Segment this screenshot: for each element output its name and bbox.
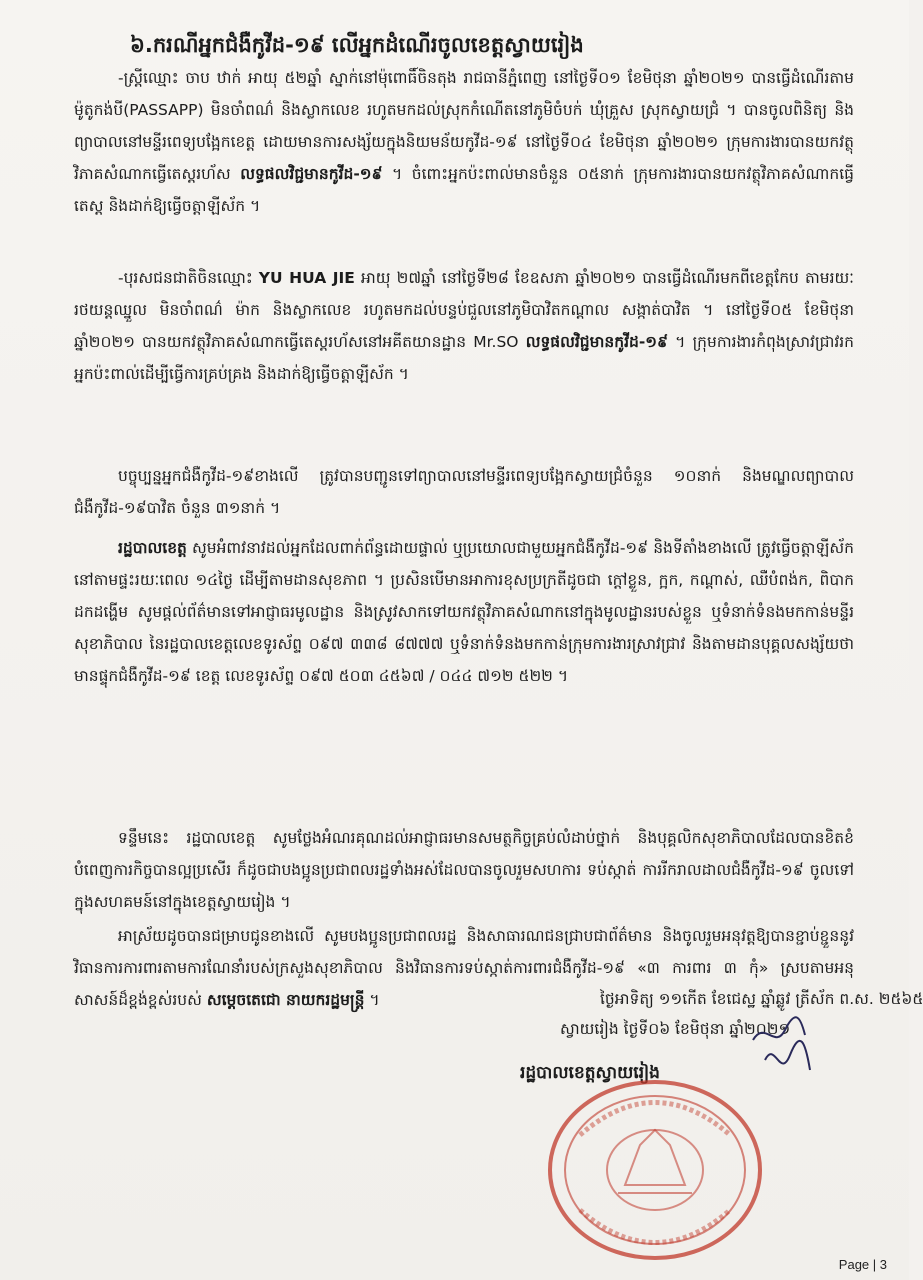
case-1-result: លទ្ធផលវិជ្ជមានកូវីដ-១៩ — [240, 165, 383, 183]
paragraph-thanks — [74, 822, 854, 918]
paragraph-case-2 — [74, 262, 854, 454]
signer-title: រដ្ឋបាលខេត្តស្វាយរៀង — [520, 1063, 660, 1083]
case-2-text: អាយុ ២៧ឆ្នាំ នៅថ្ងៃទី២៨ ខែឧសភា ឆ្នាំ២០២១ បានធ្វើដំណើរមកពីខេត្តកែប តាមរយៈរថយន្តឈ្នួល មិនចាំពណ៌ ម៉ាក និងស្លាកលេខ រហូតមកដល់បន្ទប់ជួលនៅភូមិបាវិតកណ្តាល សង្កាត់បាវិត ។ នៅថ្ងៃទី០៥ ខែមិថុនា ឆ្នាំ២០២១ បានយកវត្ថុវិភាគសំណាកធ្វើតេស្តរហ័សនៅអគីតយានដ្ឋាន Mr.SO — [74, 269, 854, 351]
closing-pm: សម្តេចតេជោ នាយករដ្ឋមន្ត្រី — [206, 991, 365, 1009]
case-2-name: YU HUA JIE — [258, 269, 355, 287]
appeal-authority: រដ្ឋបាលខេត្ត — [118, 539, 187, 557]
case-2-intro: -បុរសជនជាតិចិនឈ្មោះ — [118, 269, 253, 287]
solar-date: ស្វាយរៀង ថ្ងៃទី០៦ ខែមិថុនា ឆ្នាំ២០២១ — [560, 1020, 791, 1038]
page-number: Page | 3 — [838, 1257, 887, 1272]
case-2-tail: ។ ក្រុមការងារកំពុងស្រាវជ្រាវរកអ្នកប៉ះពាល់ដើម្បីធ្វើការគ្រប់គ្រង និងដាក់ឱ្យធ្វើចត្តាឡីស័ក ។ — [74, 333, 854, 383]
paragraph-treatment — [74, 460, 854, 526]
paragraph-case-1 — [74, 62, 854, 254]
case-1-tail: ។ ចំពោះអ្នកប៉ះពាល់មានចំនួន ០៥នាក់ ក្រុមការងារបានយកវត្ថុវិភាគសំណាកធ្វើតេស្ត និងដាក់ឱ្យធ្វើចត្តាឡីស័ក ។ — [74, 165, 854, 215]
closing-text: អាស្រ័យដូចបានជម្រាបជូនខាងលើ សូមបងប្អូនប្រជាពលរដ្ឋ និងសាធារណជនជ្រាបជាព័ត៌មាន និងចូលរួមអនុវត្តឱ្យបានខ្ជាប់ខ្ជួននូវវិធានការការពារតាមការណែនាំរបស់ក្រសួងសុខាភិបាល និងវិធានការទប់ស្កាត់ការពារជំងឺកូវីដ-១៩ «៣ ការពារ ៣ កុំ» ស្របតាមអនុសាសន៍ដ៏ខ្ពង់ខ្ពស់របស់ — [74, 927, 854, 1009]
thanks-text: ទន្ទឹមនេះ រដ្ឋបាលខេត្ត សូមថ្លែងអំណរគុណដល់អាជ្ញាធរមានសមត្ថកិច្ចគ្រប់លំដាប់ថ្នាក់ និងបុគ្គលិកសុខាភិបាលដែលបានខិតខំបំពេញការកិច្ចបានល្អប្រសើរ ក៏ដូចជាបងប្អូនប្រជាពលរដ្ឋទាំងអស់ដែលបានចូលរួមសហការ ទប់ស្កាត់ ការរីករាលដាលជំងឺកូវីដ-១៩ ចូលទៅក្នុងសហគមន៍នៅក្នុងខេត្តស្វាយរៀង ។ — [74, 829, 854, 911]
closing-tail: ។ — [369, 991, 380, 1009]
case-1-text: -ស្ត្រីឈ្មោះ ចាប ឋាក់ អាយុ ៥២ឆ្នាំ ស្នាក់នៅម៉ុពោធិ៍ចិនតុង រាជធានីភ្នំពេញ នៅថ្ងៃទី០១ ខែមិថុនា ឆ្នាំ២០២១ បានធ្វើដំណើរតាមម៉ូតូកង់បី(PASSAPP) មិនចាំពណ៌ និងស្លាកលេខ រហូតមកដល់ស្រុកកំណើតនៅភូមិចំបក់ ឃុំគ្រួស ស្រុកស្វាយជ្រំ ។ បានចូលពិនិត្យ និងព្យាបាលនៅមន្ទីរពេទ្យបង្អែកខេត្ត ដោយមានការសង្ស័យក្នុងនិយមន័យកូវីដ-១៩ នៅថ្ងៃទី០៤ ខែមិថុនា ឆ្នាំ២០២១ ក្រុមការងារបានយកវត្ថុវិភាគសំណាកធ្វើតេស្តរហ័ស — [74, 69, 854, 183]
case-2-result: លទ្ធផលវិជ្ជមានកូវីដ-១៩ — [525, 333, 668, 351]
treatment-text: បច្ចុប្បន្នអ្នកជំងឺកូវីដ-១៩ខាងលើ ត្រូវបានបញ្ជូនទៅព្យាបាលនៅមន្ទីរពេទ្យបង្អែកស្វាយជ្រំចំនួន ១០នាក់ និងមណ្ឌលព្យាបាលជំងឺកូវីដ-១៩បាវិត ចំនួន ៣១នាក់ ។ — [74, 467, 854, 517]
official-seal — [540, 1075, 770, 1265]
lunar-date: ថ្ងៃអាទិត្យ ១១កើត ខែជេស្ឋ ឆ្នាំឆ្លូវ ត្រីស័ក ព.ស. ២៥៦៥ — [600, 990, 923, 1008]
section-heading: ៦.ករណីអ្នកជំងឺកូវីដ-១៩ លើអ្នកដំណើរចូលខេត្តស្វាយរៀង — [130, 33, 584, 57]
paragraph-appeal — [74, 532, 854, 822]
appeal-text: សូមអំពាវនាវដល់អ្នកដែលពាក់ព័ន្ធដោយផ្ទាល់ ឬប្រយោលជាមួយអ្នកជំងឺកូវីដ-១៩ និងទីតាំងខាងលើ ត្រូវធ្វើចត្តាឡីស័កនៅតាមផ្ទះរយៈពេល ១៤ថ្ងៃ ដើម្បីតាមដានសុខភាព ។ ប្រសិនបើមានអាការខុសប្រក្រតីដូចជា ក្តៅខ្លួន, ក្អក, កណ្តាស់, ឈឺបំពង់ក, ពិបាកដកដង្ហើម សូមផ្តល់ព័ត៌មានទៅអាជ្ញាធរមូលដ្ឋាន និងស្រូវសាកទៅយកវត្ថុវិភាគសំណាកនៅក្នុងមូលដ្ឋានរបស់ខ្លួន ឬទំនាក់ទំនងមកកាន់មន្ទីរសុខាភិបាល នៃរដ្ឋបាលខេត្តលេខទូរស័ព្ទ ០៩៧ ៣៣៨ ៨៧៧៧ ឬទំនាក់ទំនងមកកាន់ក្រុមការងារស្រាវជ្រាវ និងតាមដានបុគ្គលសង្ស័យថាមានផ្ទុកជំងឺកូវីដ-១៩ ខេត្ត លេខទូរស័ព្ទ ០៩៧ ៥០៣ ៤៥៦៧ / ០៤៤ ៧១២ ៥២២ ។ — [74, 539, 854, 685]
